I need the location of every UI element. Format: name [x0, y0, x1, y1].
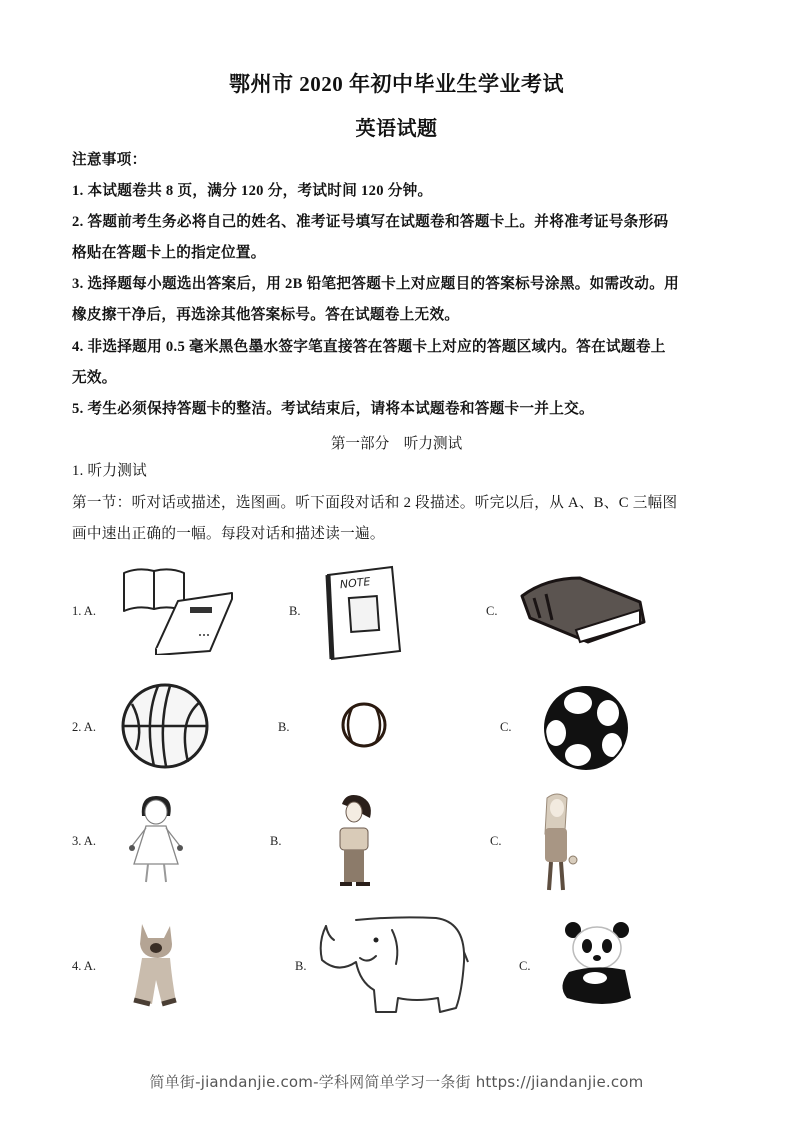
basketball-icon [118, 680, 212, 772]
exam-subtitle: 英语试题 [355, 118, 438, 140]
exam-title: 鄂州市 2020 年初中毕业生学业考试 [229, 72, 564, 96]
boy-standing-icon [330, 792, 380, 892]
notice-item: 5. 考生必须保持答题卡的整洁。考试结束后，请将本试题卷和答题卡一并上交。 [72, 401, 594, 417]
closed-book-icon [516, 570, 656, 650]
open-books-icon [118, 565, 238, 655]
notice-item: 橡皮擦干净后，再选涂其他答案标号。答在试题卷上无效。 [72, 307, 460, 323]
footer-watermark: 简单街-jiandanjie.com-学科网简单学习一条街 https://jiandanjie.com [149, 1073, 644, 1091]
girl-in-dress-icon [118, 790, 198, 890]
option-label: 4. A. [72, 959, 96, 973]
option-label: 2. A. [72, 720, 96, 734]
option-label: C. [519, 959, 531, 973]
panda-icon [555, 920, 641, 1010]
notice-item: 1. 本试题卷共 8 页，满分 120 分，考试时间 120 分钟。 [72, 183, 433, 199]
option-label: B. [270, 834, 282, 848]
notebook-icon [322, 565, 404, 661]
option-label: B. [289, 604, 301, 618]
option-label: C. [500, 720, 512, 734]
part-title: 第一部分 听力测试 [330, 436, 463, 452]
instruction-line: 画中速出正确的一幅。每段对话和描述读一遍。 [72, 526, 385, 542]
option-label: 3. A. [72, 834, 96, 848]
notice-item: 2. 答题前考生务必将自己的姓名、准考证号填写在试题卷和答题卡上。并将准考证号条形码 [72, 214, 669, 230]
notice-item: 格贴在答题卡上的指定位置。 [72, 245, 266, 261]
notebook-cover-text: NOTE [339, 575, 371, 592]
notice-item: 4. 非选择题用 0.5 毫米黑色墨水签字笔直接答在答题卡上对应的答题区域内。答在试题卷上 [72, 339, 666, 355]
elephant-icon [316, 912, 474, 1024]
option-label: B. [278, 720, 290, 734]
notice-item: 无效。 [72, 370, 117, 386]
option-label: 1. A. [72, 604, 96, 618]
option-label: C. [486, 604, 498, 618]
notice-item: 3. 选择题每小题选出答案后，用 2B 铅笔把答题卡上对应题目的答案标号涂黑。如需改动。用 [72, 276, 679, 292]
notice-heading: 注意事项： [72, 152, 147, 168]
baseball-icon [338, 700, 390, 750]
option-label: C. [490, 834, 502, 848]
long-hair-girl-icon [535, 790, 585, 895]
option-label: B. [295, 959, 307, 973]
question-title: 1. 听力测试 [72, 463, 148, 479]
dog-icon [128, 920, 184, 1008]
instruction-line: 第一节：听对话或描述，选图画。听下面段对话和 2 段描述。听完以后，从 A、B、C 三幅图 [72, 495, 678, 511]
soccer-ball-icon [542, 683, 630, 773]
